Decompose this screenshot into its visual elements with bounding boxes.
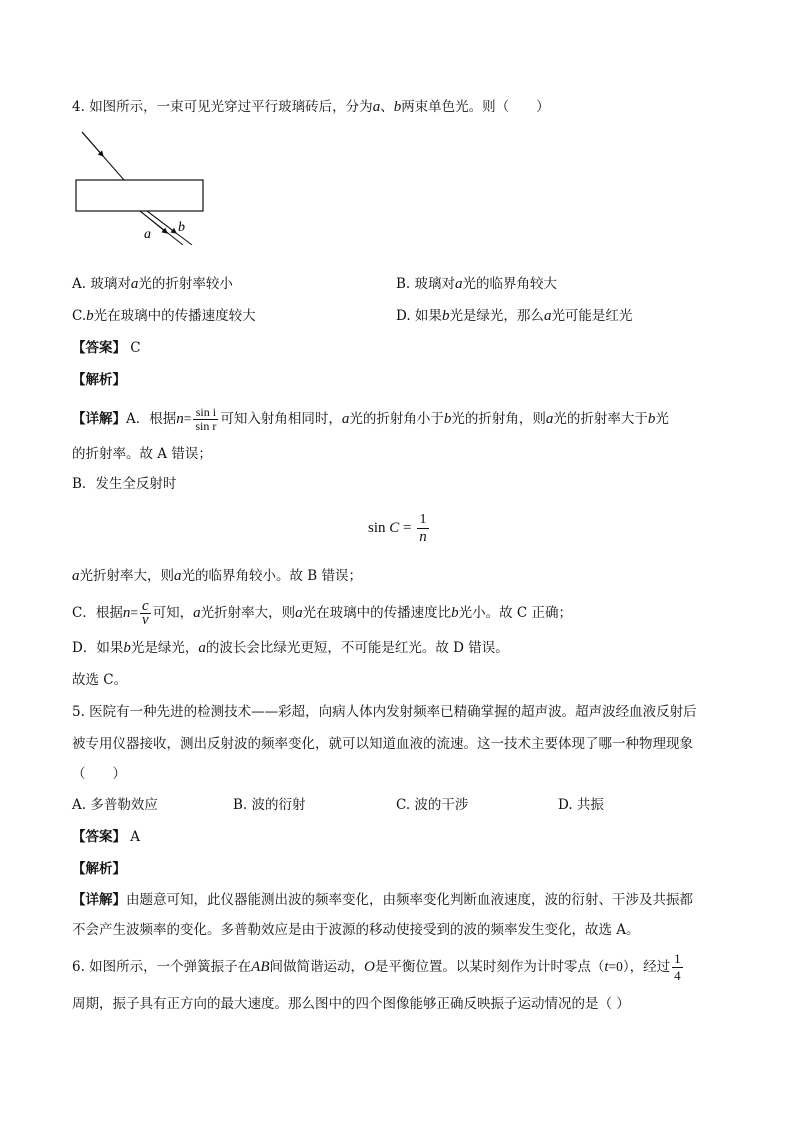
q5-detail-line2: 不会产生波频率的变化。多普勒效应是由于波源的移动使接受到的波的频率发生变化，故选 A。 [72,922,640,938]
q4-detail-d: D．如果b光是绿光，a的波长会比绿光更短，不可能是红光。故 D 错误。 [72,640,509,656]
q6-stem-line1: 6. 如图所示，一个弹簧振子在AB间做简谐运动，O是平衡位置。以某时刻作为计时零点（t=0），经过 $\frac{1}{4}$ [72,951,681,983]
glass-slab-figure [70,130,220,245]
q5-stem-line1: 5. 医院有一种先进的检测技术——彩超，向病人体内发射频率已精确掌握的超声波。超声波经血液反射后 [72,704,697,720]
q5-detail-line1: 【详解】由题意可知，此仪器能测出波的频率变化，由频率变化判断血液速度，波的衍射、干涉及共振都 [72,892,693,908]
q5-option-c: C. 波的干涉 [396,797,469,813]
snell-fraction: $\frac{\text{sin i}}{\text{sin r}}$ [195,405,217,433]
q4-option-d: D. 如果b光是绿光，那么a光可能是红光 [396,308,633,324]
label-a: a [144,227,151,242]
q4-detail-a-line2: 的折射率。故 A 错误； [72,446,212,462]
q4-detail-c: C．根据n= $\frac{c}{v}$ 可知，a光折射率大，则a光在玻璃中的传播速度比b光小。故 C 正确； [72,598,573,628]
label-b: b [178,220,185,235]
q4-detail-b-line2: a光折射率大，则a光的临界角较小。故 B 错误； [72,568,363,584]
q4-answer: 【答案】 C [72,340,141,356]
critical-angle-equation: sin C = $\frac{1}{n}$ [368,512,427,546]
glass-slab [76,180,203,211]
q5-stem-line3: （ ） [72,766,126,782]
q4-option-c: C.b光在玻璃中的传播速度较大 [72,308,256,324]
q4-option-a: A. 玻璃对a光的折射率较小 [72,276,233,292]
q6-stem-line2: 周期，振子具有正方向的最大速度。那么图中的四个图像能够正确反映振子运动情况的是（ ） [72,996,630,1012]
q4-option-b: B. 玻璃对a光的临界角较大 [396,276,558,292]
q4-detail-b-line1: B．发生全反射时 [72,476,177,492]
q5-stem-line2: 被专用仪器接收，测出反射波的频率变化，就可以知道血液的流速。这一技术主要体现了哪一种物理现象 [72,736,693,752]
q5-option-a: A. 多普勒效应 [72,797,158,813]
q4-analysis-tag: 【解析】 [72,372,126,388]
q5-option-b: B. 波的衍射 [233,797,306,813]
q5-analysis-tag: 【解析】 [72,861,126,877]
q5-option-d: D. 共振 [558,797,604,813]
q4-stem: 4. 如图所示，一束可见光穿过平行玻璃砖后，分为a、b两束单色光。则（ ） [72,99,550,115]
q5-answer: 【答案】 A [72,829,141,845]
q4-detail-a-line1: 【详解】A．根据n= $\frac{\text{sin i}}{\text{sin r}}$ 可知入射角相同时，a光的折射角小于b光的折射角，则a光的折射率大于b光 [72,405,669,433]
q4-conclusion: 故选 C。 [72,672,128,688]
